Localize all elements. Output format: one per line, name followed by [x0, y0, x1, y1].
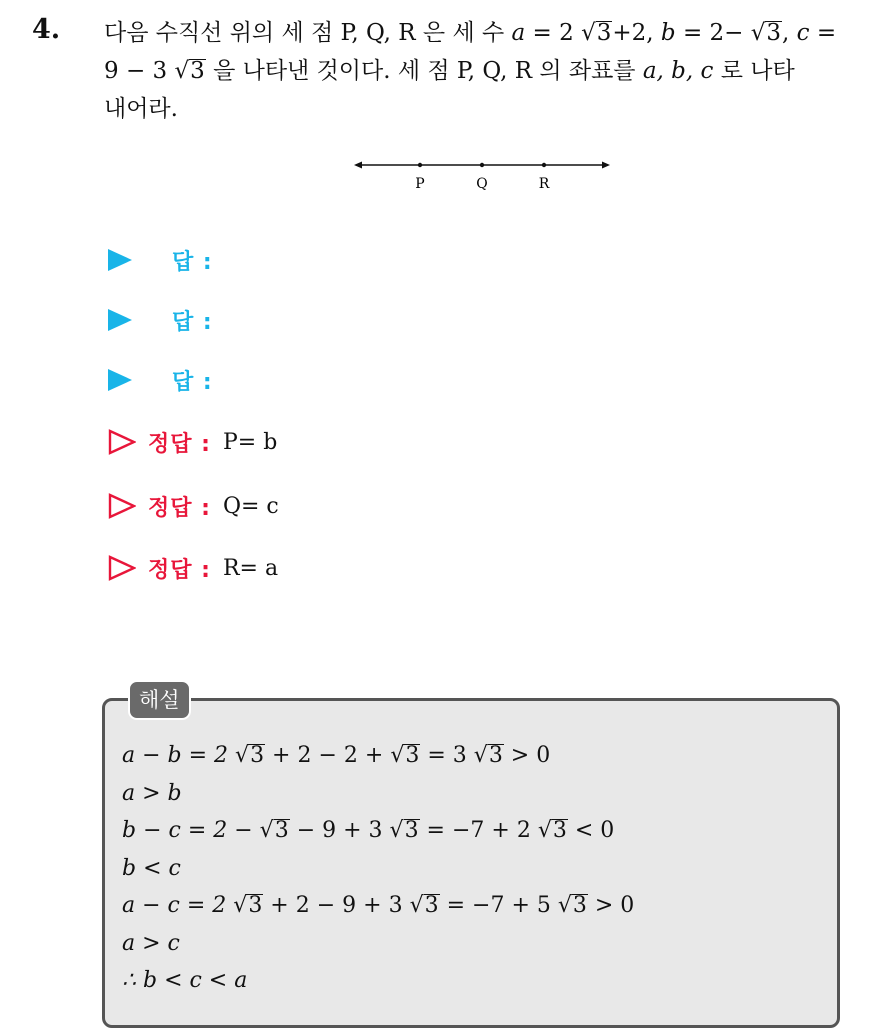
correct-label: 정답 :: [148, 557, 211, 583]
text: = 3: [420, 743, 474, 768]
sqrt: √3: [537, 818, 567, 843]
radicand: 3: [596, 20, 612, 46]
radicand: 3: [766, 20, 782, 46]
correct-label: 정답 :: [148, 431, 211, 457]
correct-value: Q= c: [222, 493, 279, 519]
text: = −7 + 5: [439, 893, 558, 918]
text: = 2−: [675, 20, 751, 46]
correct-label: 정답 :: [148, 495, 211, 521]
correct-answer-1: [108, 425, 277, 459]
correct-answer-2: [108, 489, 279, 523]
text: 로 나타: [713, 58, 795, 84]
outline-triangle-icon: [108, 555, 136, 581]
text: < 0: [567, 818, 615, 843]
var: c: [796, 20, 810, 46]
text: ,: [782, 20, 797, 46]
correct-value: R= a: [222, 555, 279, 581]
explanation-tag: 해설: [128, 680, 191, 720]
answer-field-1[interactable]: [108, 243, 213, 277]
number-line: [348, 150, 618, 198]
text: 을 나타낸 것이다. 세 점 P, Q, R 의 좌표를: [205, 58, 643, 84]
play-triangle-icon: [108, 249, 132, 271]
explanation-body: [122, 737, 634, 1000]
sqrt: √3: [557, 893, 587, 918]
sqrt: √3: [235, 743, 265, 768]
explanation-line-7: ∴ b < c < a: [122, 968, 248, 993]
question-line-3: 내어라.: [104, 96, 178, 122]
point-r-label: R: [538, 176, 550, 192]
radicand: 3: [274, 818, 289, 843]
text: + 2 − 9 + 3: [263, 893, 410, 918]
text: = 2: [525, 20, 582, 46]
point-p-label: P: [415, 176, 425, 192]
sqrt: √3: [390, 743, 420, 768]
radicand: 3: [424, 893, 439, 918]
sqrt: √3: [389, 818, 419, 843]
radicand: 3: [250, 743, 265, 768]
point-q-label: Q: [476, 176, 488, 192]
text: − 9 + 3: [289, 818, 390, 843]
answer-field-2[interactable]: [108, 303, 213, 337]
answer-label: 답 :: [172, 309, 213, 335]
answer-field-3[interactable]: [108, 363, 213, 397]
outline-triangle-icon: [108, 493, 136, 519]
text: a − b = 2: [122, 743, 236, 768]
question-line-1: [104, 14, 864, 52]
text: a − c = 2: [122, 893, 234, 918]
point-q-dot: [480, 163, 484, 167]
text: > 0: [503, 743, 551, 768]
sqrt: √3: [473, 743, 503, 768]
point-r-dot: [542, 163, 546, 167]
question-text: [104, 14, 864, 128]
sqrt: √3: [259, 818, 289, 843]
left-arrow-icon: [354, 162, 362, 169]
answer-label: 답 :: [172, 369, 213, 395]
explanation-line-2: a > b: [122, 780, 182, 806]
radicand: 3: [248, 893, 263, 918]
text: +2,: [612, 20, 661, 46]
var: b: [660, 20, 676, 46]
vars: a, b, c: [642, 58, 714, 84]
play-triangle-icon: [108, 309, 132, 331]
sqrt: √3: [174, 58, 205, 84]
radicand: 3: [572, 893, 587, 918]
radicand: 3: [405, 743, 420, 768]
explanation-line-5: [122, 887, 634, 925]
radicand: 3: [190, 58, 205, 84]
play-triangle-icon: [108, 369, 132, 391]
sqrt: √3: [233, 893, 263, 918]
explanation-line-3: [122, 812, 634, 850]
text: b − c = 2 −: [122, 818, 260, 843]
correct-answer-3: [108, 551, 278, 585]
sqrt: √3: [409, 893, 439, 918]
text: 9 − 3: [104, 58, 175, 84]
sqrt: √3: [750, 20, 782, 46]
text: > 0: [587, 893, 635, 918]
radicand: 3: [552, 818, 567, 843]
text: = −7 + 2: [419, 818, 538, 843]
radicand: 3: [404, 818, 419, 843]
question-number: 4.: [32, 14, 61, 45]
explanation-line-1: [122, 737, 634, 775]
sqrt: √3: [581, 20, 612, 46]
text: 다음 수직선 위의 세 점 P, Q, R 은 세 수: [104, 20, 512, 46]
correct-value: P= b: [222, 429, 278, 455]
answer-label: 답 :: [172, 249, 213, 275]
explanation-line-6: a > c: [122, 930, 180, 956]
right-arrow-icon: [602, 162, 610, 169]
explanation-line-4: b < c: [122, 855, 181, 881]
text: =: [809, 20, 837, 46]
outline-triangle-icon: [108, 429, 136, 455]
radicand: 3: [488, 743, 503, 768]
point-p-dot: [418, 163, 422, 167]
question-line-2: [104, 52, 864, 90]
text: + 2 − 2 +: [265, 743, 391, 768]
var: a: [511, 20, 526, 46]
